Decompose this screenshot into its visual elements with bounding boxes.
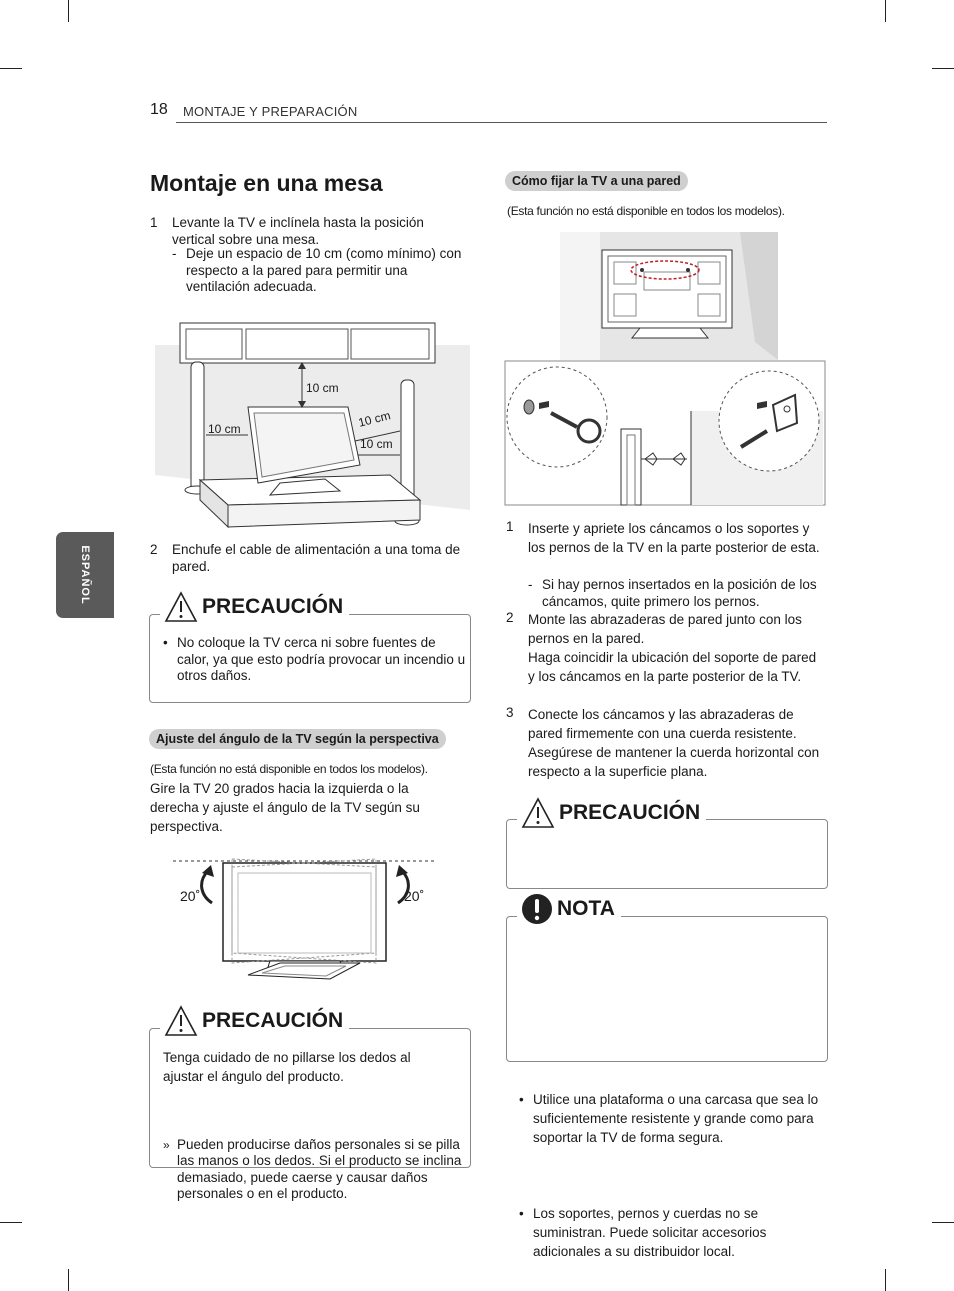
page-title: Montaje en una mesa — [150, 170, 383, 196]
table-mount-figure — [150, 315, 470, 535]
step-text: Levante la TV e inclínela hasta la posición vertical sobre una mesa. — [172, 215, 424, 247]
caution-heading — [517, 797, 706, 829]
step-text: Enchufe el cable de alimentación a una toma de pared. — [172, 542, 461, 574]
step-number: 2 — [150, 542, 158, 557]
caution-item: » Pueden producirse daños personales si se pilla las manos o los dedos. Si el producto se inclina demasiado, puede caerse y causar daños personales o en el producto. — [163, 1137, 467, 1203]
language-tab-label: ESPAÑOL — [79, 545, 91, 605]
exclamation-icon — [521, 893, 553, 925]
caution-title: PRECAUCIÓN — [202, 595, 344, 618]
crop-mark — [885, 1269, 886, 1291]
dash: - — [528, 577, 533, 592]
crop-mark — [0, 1222, 22, 1223]
section-title: MONTAJE Y PREPARACIÓN — [183, 104, 358, 119]
crop-mark — [0, 68, 22, 69]
bracket-figure — [505, 361, 825, 505]
crop-mark — [932, 68, 954, 69]
caution-heading — [160, 591, 349, 623]
step-extra: Haga coincidir la ubicación del soporte de pared y los cáncamos en la parte posterior de la TV. — [528, 650, 817, 684]
warning-icon — [164, 1005, 198, 1037]
caution-text: Tenga cuidado de no pillarse los dedos al ajustar el ángulo del producto. — [163, 1050, 411, 1084]
step-subtext: Deje un espacio de 10 cm (como mínimo) con respecto a la pared para permitir una ventilación adecuada. — [186, 246, 462, 294]
note-title: NOTA — [557, 897, 615, 920]
crop-mark — [68, 1269, 69, 1291]
clearance-label-left: 10 cm — [208, 422, 241, 436]
step-text: Conecte los cáncamos y las abrazaderas de pared firmemente con una cuerda resistente. — [528, 707, 797, 741]
note-bullet: • Los soportes, pernos y cuerdas no se suministran. Puede solicitar accesorios adicionales a su distribuidor local. — [519, 1204, 825, 1261]
section-pill: Ajuste del ángulo de la TV según la perspectiva — [149, 729, 446, 749]
dash: - — [172, 246, 177, 261]
section-pill: Cómo fijar la TV a una pared — [505, 171, 688, 191]
availability-note: (Esta función no está disponible en todos los modelos). — [507, 204, 785, 218]
step-number: 2 — [506, 610, 514, 625]
step-number: 1 — [150, 215, 158, 230]
crop-mark — [932, 1222, 954, 1223]
caution-bullet: • No coloque la TV cerca ni sobre fuentes de calor, ya que esto podría provocar un incendio u otros daños. — [163, 635, 467, 685]
step-text: Monte las abrazaderas de pared junto con los pernos en la pared. — [528, 612, 802, 646]
swivel-figure — [170, 855, 440, 995]
caution-title: PRECAUCIÓN — [202, 1009, 344, 1032]
step-subtext: Si hay pernos insertados en la posición de los cáncamos, quite primero los pernos. — [542, 577, 817, 609]
caution-heading — [160, 1005, 349, 1037]
step-number: 1 — [506, 519, 514, 534]
angle-label-left: 20˚ — [180, 888, 201, 904]
caution-title: PRECAUCIÓN — [559, 801, 701, 824]
page-number: 18 — [150, 101, 168, 118]
note-heading — [517, 893, 621, 925]
clearance-label-top: 10 cm — [306, 381, 339, 395]
header-rule — [176, 122, 827, 123]
caution-box — [506, 819, 828, 889]
language-tab — [56, 532, 114, 618]
note-bullet: • Utilice una plataforma o una carcasa que sea lo suficientemente resistente y grande como para soportar la TV de forma segura. — [519, 1090, 825, 1147]
warning-icon — [521, 797, 555, 829]
step-extra: Asegúrese de mantener la cuerda horizontal con respecto a la superficie plana. — [528, 745, 820, 779]
availability-note: (Esta función no está disponible en todos los modelos). — [150, 762, 428, 776]
step-number: 3 — [506, 705, 514, 720]
warning-icon — [164, 591, 198, 623]
angle-text: Gire la TV 20 grados hacia la izquierda o la derecha y ajuste el ángulo de la TV según su perspectiva. — [150, 781, 420, 834]
angle-label-right: 20˚ — [404, 888, 425, 904]
crop-mark — [885, 0, 886, 22]
step-text: Inserte y apriete los cáncamos o los soportes y los pernos de la TV en la parte posterior de esta. — [528, 521, 820, 555]
clearance-label-right-b: 10 cm — [360, 437, 393, 451]
tv-back-figure — [560, 232, 780, 360]
crop-mark — [68, 0, 69, 22]
note-box — [506, 916, 828, 1062]
clearance-label-right-a: 10 cm — [356, 408, 392, 430]
